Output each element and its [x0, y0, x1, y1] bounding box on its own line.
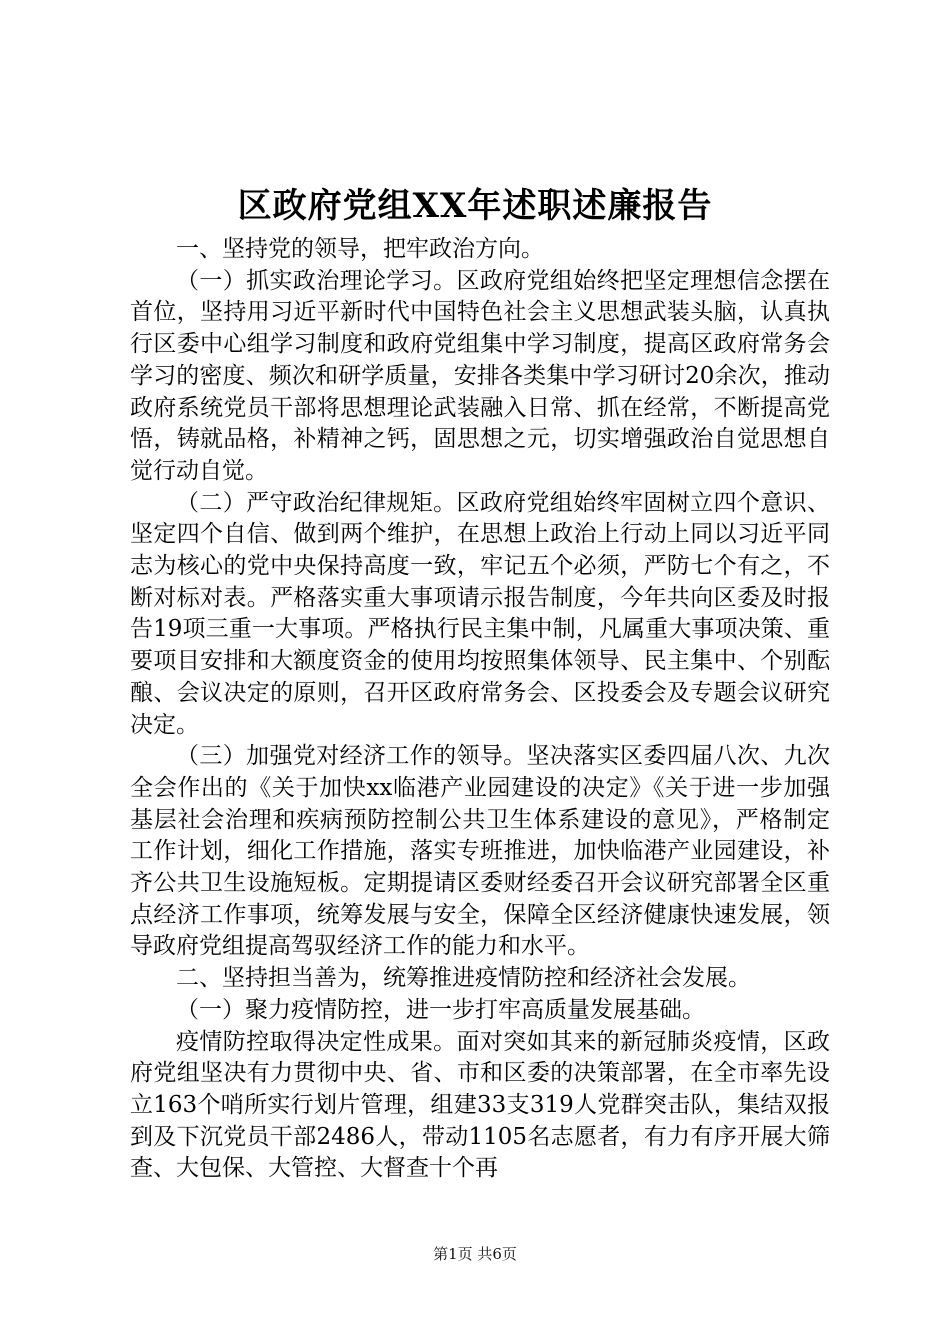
- section-heading-1: 一、坚持党的领导，把牢政治方向。: [176, 236, 544, 262]
- paragraph-economic-leadership: （三）加强党对经济工作的领导。坚决落实区委四届八次、九次全会作出的《关于加快xx临港产业园建设的决定》《关于进一步加强基层社会治理和疾病预防控制公共卫生体系建设的意见》，严格制定工作计划，细化工作措施，落实专班推进，加快临港产业园建设，补齐公共卫生设施短板。定期提请区委财经委召开会议研究部署全区重点经济工作事项，统筹发展与安全，保障全区经济健康快速发展，领导政府党组提高驾驭经济工作的能力和水平。: [130, 743, 830, 960]
- subsection-heading-epidemic: （一）聚力疫情防控，进一步打牢高质量发展基础。: [176, 996, 705, 1023]
- section-heading-2: 二、坚持担当善为，统筹推进疫情防控和经济社会发展。: [176, 965, 751, 992]
- paragraph-theory-study: （一）抓实政治理论学习。区政府党组始终把坚定理想信念摆在首位，坚持用习近平新时代中国特色社会主义思想武装头脑，认真执行区委中心组学习制度和政府党组集中学习制度，提高区政府常务会学习的密度、频次和研学质量，安排各类集中学习研讨20余次，推动政府系统党员干部将思想理论武装融入日常、抓在经常，不断提高党悟，铸就品格，补精神之钙，固思想之元，切实增强政治自觉思想自觉行动自觉。: [130, 267, 830, 484]
- document-body: [130, 234, 830, 1185]
- document-title: 区政府党组XX年述职述廉报告: [237, 186, 713, 226]
- paragraph-political-discipline: （二）严守政治纪律规矩。区政府党组始终牢固树立四个意识、坚定四个自信、做到两个维护，在思想上政治上行动上同以习近平同志为核心的党中央保持高度一致，牢记五个必须，严防七个有之，不断对标对表。严格落实重大事项请示报告制度，今年共向区委及时报告19项三重一大事项。严格执行民主集中制，凡属重大事项决策、重要项目安排和大额度资金的使用均按照集体领导、民主集中、个别酝酿、会议决定的原则，召开区政府常务会、区投委会及专题会议研究决定。: [130, 489, 830, 738]
- paragraph-epidemic-control: 疫情防控取得决定性成果。面对突如其来的新冠肺炎疫情，区政府党组坚决有力贯彻中央、省、市和区委的决策部署，在全市率先设立163个哨所实行划片管理，组建33支319人党群突击队，集结双报到及下沉党员干部2486人，带动1105名志愿者，有力有序开展大筛查、大包保、大管控、大督查十个再: [130, 1028, 830, 1182]
- page-footer: 第1页 共6页: [433, 1245, 517, 1263]
